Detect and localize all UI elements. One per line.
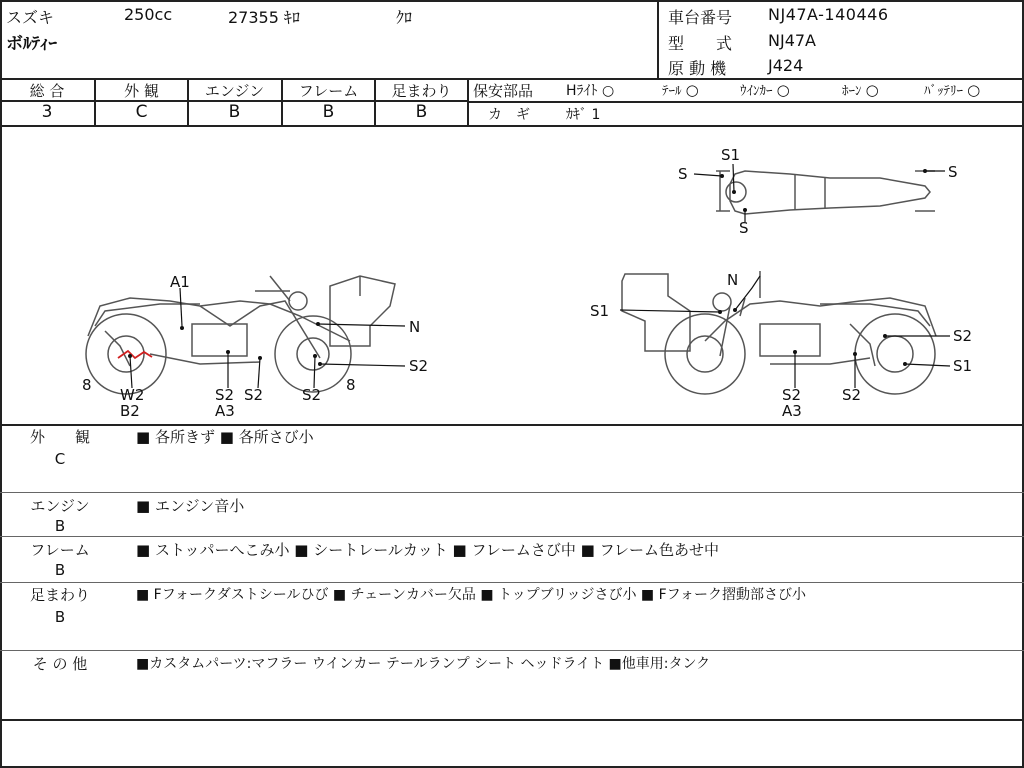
section-line-3 xyxy=(0,582,1024,583)
section-text: ■ ストッパーへこみ小 ■ シートレールカット ■ フレームさび中 ■ フレーム色あせ中 xyxy=(136,541,719,559)
section-text: ■ Fフォークダストシールひび ■ チェーンカバー欠品 ■ トップブリッジさび小 ■ Fフォーク摺動部さび小 xyxy=(136,587,806,603)
section-text: ■カスタムパーツ:マフラー ウインカー テールランプ シート ヘッドライト ■他車用:タンク xyxy=(136,656,711,672)
diagram-label: S1 xyxy=(590,302,610,320)
section-line-2 xyxy=(0,536,1024,537)
diagram-label: N xyxy=(409,318,421,336)
section-line-4 xyxy=(0,650,1024,651)
type-value: NJ47A xyxy=(768,31,816,50)
diagram-label: A3 xyxy=(782,402,802,420)
grade-label: 外 観 xyxy=(124,82,159,100)
diagram-label: B2 xyxy=(120,402,140,420)
type-label: 型 式 xyxy=(668,34,733,53)
section-label: エンジン xyxy=(30,497,90,515)
grade-label: 総 合 xyxy=(29,82,65,100)
section-grade: B xyxy=(54,608,66,626)
grade-label: フレーム xyxy=(298,82,359,100)
grade-label: 足まわり xyxy=(391,82,452,100)
model-name: ボﾙﾃｨｰ xyxy=(6,34,57,54)
check-mark-icon: ○ xyxy=(685,81,699,99)
diagram-label: W2 xyxy=(120,386,145,404)
grade-value: B xyxy=(228,102,241,122)
motorcycle-top-view-icon xyxy=(716,171,935,214)
grade-value: B xyxy=(322,102,335,122)
diagram-label: S2 xyxy=(782,386,802,404)
safety-item-tail: ﾃｰﾙ ○ xyxy=(662,81,699,99)
safety-item-headlight: Hﾗｲﾄ ○ xyxy=(566,83,615,99)
grade-value: C xyxy=(135,102,148,122)
displacement: 250cc xyxy=(124,5,173,24)
section-grade: B xyxy=(54,561,66,579)
check-mark-icon: ○ xyxy=(601,83,615,99)
section-label: 足まわり xyxy=(29,586,90,604)
diagram-label: A3 xyxy=(215,402,235,420)
header-divider xyxy=(657,0,659,78)
diagram-label: S2 xyxy=(244,386,264,404)
diagram-label: S1 xyxy=(953,357,973,375)
safety-item-winker: ｳｲﾝｶｰ ○ xyxy=(740,81,790,99)
check-mark-icon: ○ xyxy=(776,81,790,99)
safety-item-battery: ﾊﾞｯﾃﾘｰ ○ xyxy=(924,81,981,99)
engine-label: 原 動 機 xyxy=(668,59,727,78)
section-label: そ の 他 xyxy=(32,655,88,673)
safety-item-horn: ﾎｰﾝ ○ xyxy=(842,81,879,99)
diagram-label: S2 xyxy=(842,386,862,404)
engine-value: J424 xyxy=(768,56,804,75)
diagram-label: S1 xyxy=(721,146,741,164)
frame-no-label: 車台番号 xyxy=(668,8,733,27)
diagram-label: S2 xyxy=(953,327,973,345)
maker: スズキ xyxy=(6,8,55,27)
diagram-label: S xyxy=(948,163,958,181)
section-line-5 xyxy=(0,719,1024,721)
diagram-label: 8 xyxy=(346,376,356,394)
damage-diagram xyxy=(0,126,1024,426)
key-label: カ ギ xyxy=(488,107,530,123)
check-mark-icon: ○ xyxy=(865,81,879,99)
color: ｸﾛ xyxy=(396,8,413,27)
diagram-label: 8 xyxy=(82,376,92,394)
diagram-label: A1 xyxy=(170,273,190,291)
section-grade: C xyxy=(54,450,66,468)
section-text: ■ 各所きず ■ 各所さび小 xyxy=(136,428,314,446)
mileage: 27355 ｷﾛ xyxy=(228,8,300,27)
grade-label: エンジン xyxy=(204,82,265,100)
safety-mid-line xyxy=(467,101,1024,103)
diagram-label: S2 xyxy=(215,386,235,404)
check-mark-icon: ○ xyxy=(967,81,981,99)
section-text: ■ エンジン音小 xyxy=(136,497,245,515)
diagram-label: S xyxy=(739,219,749,237)
motorcycle-right-view-icon xyxy=(622,271,936,394)
frame-no: NJ47A-140446 xyxy=(768,5,889,24)
key-value: ｶｷﾞ 1 xyxy=(566,107,601,123)
section-grade: B xyxy=(54,517,66,535)
section-label: フレーム xyxy=(30,541,90,559)
grade-value: 3 xyxy=(41,102,53,122)
section-label: 外 観 xyxy=(29,428,90,446)
section-line-1 xyxy=(0,492,1024,493)
diagram-label: S2 xyxy=(409,357,429,375)
diagram-label: N xyxy=(727,271,739,289)
diagram-label: S xyxy=(678,165,688,183)
grade-value: B xyxy=(415,102,428,122)
diagram-label: S2 xyxy=(302,386,322,404)
safety-label: 保安部品 xyxy=(473,82,534,100)
